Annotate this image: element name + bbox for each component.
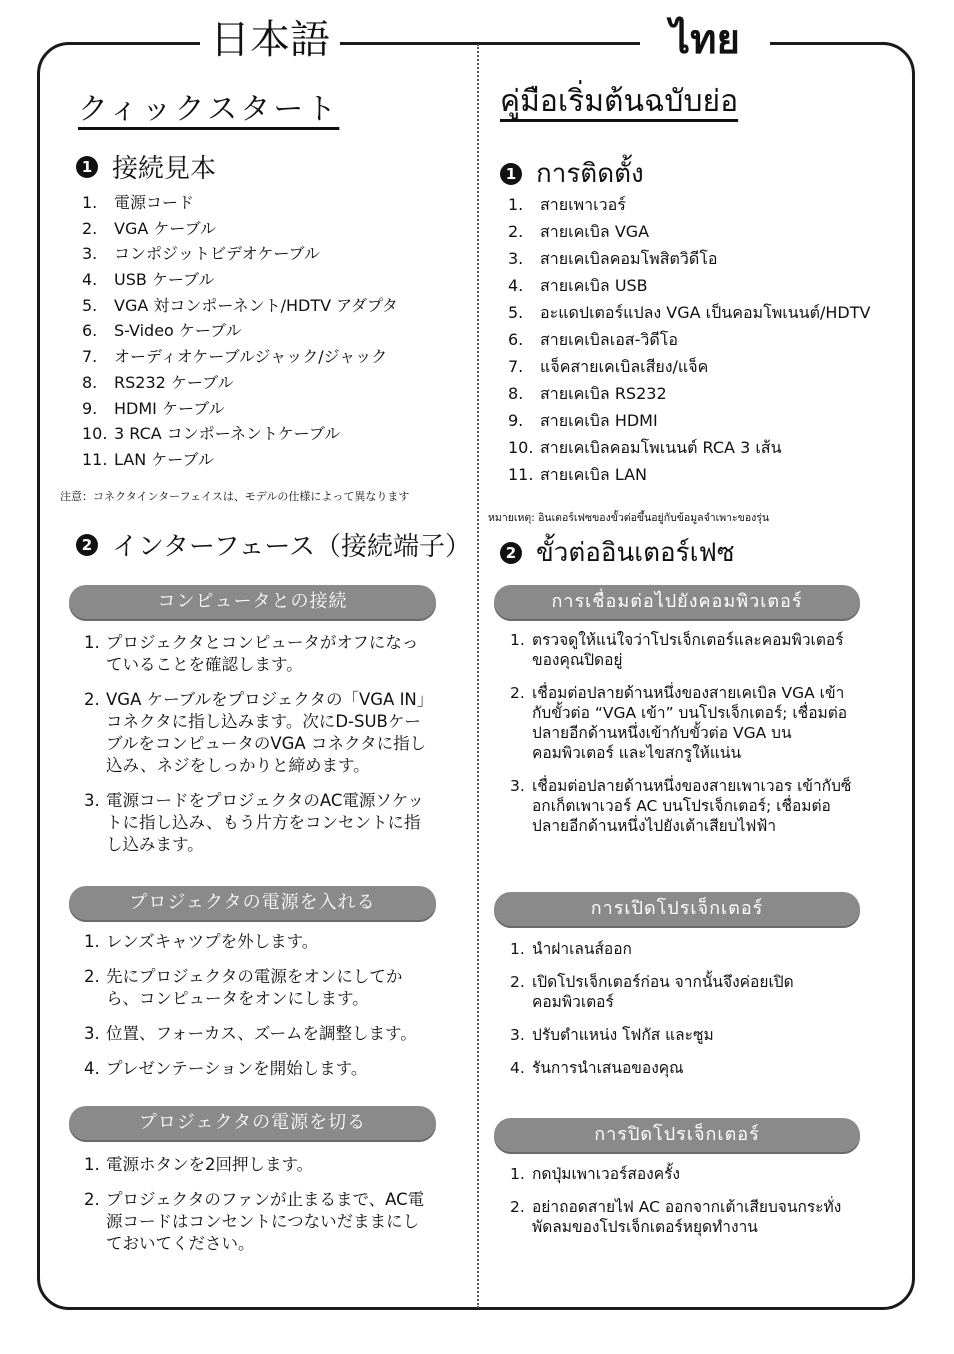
ja-pill-connect: コンピュータとの接続 [69, 585, 436, 619]
step-item-number: 4. [510, 1059, 525, 1077]
list-item-number: 4. [82, 270, 98, 290]
th-section-interface [500, 532, 735, 573]
list-item-text: LAN ケーブル [114, 449, 214, 469]
list-item-number: 7. [508, 357, 524, 376]
list-item-text: VGA 対コンポーネント/HDTV アダプタ [114, 295, 398, 315]
step-item-text: เชื่อมต่อปลายด้านหนึ่งของสายเพาเวอร เข้ากับซ็อกเก็ตเพาเวอร์ AC บนโปรเจ็กเตอร์; เชื่อมต่อปลายอีกด้านหนึ่งไปยังเต้าเสียบไฟฟ้า [532, 777, 852, 835]
list-item-text: สายเคเบิลเอส-วิดีโอ [540, 330, 678, 349]
step-item-text: กดปุ่มเพาเวอร์สองครั้ง [532, 1165, 680, 1183]
step-item [510, 1058, 855, 1078]
list-item-number: 11. [82, 449, 108, 469]
step-item-number: 3. [510, 1026, 525, 1044]
list-item-number: 5. [508, 303, 524, 322]
list-item-number: 6. [82, 321, 98, 341]
step-item [84, 1189, 429, 1255]
step-item-text: VGA ケーブルをプロジェクタの「VGA IN」コネクタに指し込みます。次にD-SUBケーブルをコンピュータのVGA コネクタに指し込み、ネジをしっかりと締めます。 [106, 690, 427, 775]
ja-title: クィックスタート [78, 92, 340, 127]
list-item-text: HDMI ケーブル [114, 398, 225, 418]
step-item-text: 位置、フォーカス、ズームを調整します。 [106, 1024, 417, 1043]
ja-section-1-badge: 1 [76, 156, 98, 178]
list-item-text: 電源コード [114, 193, 195, 212]
list-item-text: S-Video ケーブル [114, 321, 242, 341]
japanese-heading: 日本語 [200, 8, 340, 72]
list-item [82, 318, 472, 344]
list-item [82, 293, 472, 319]
step-item [84, 790, 429, 856]
ja-section-2-title: インターフェース（接続端子） [112, 532, 472, 562]
th-connection-list [508, 191, 908, 488]
step-item-text: อย่าถอดสายไฟ AC ออกจากเต้าเสียบจนกระทั่งพัดลมของโปรเจ็กเตอร์หยุดทำงาน [532, 1198, 842, 1236]
step-item-number: 3. [84, 791, 100, 810]
list-item-text: USB ケーブル [114, 270, 215, 290]
list-item-number: 1. [82, 193, 98, 212]
step-item-number: 2. [510, 1198, 525, 1216]
thai-heading: ไทย [640, 8, 770, 72]
list-item-number: 7. [82, 347, 98, 367]
list-item-number: 4. [508, 276, 524, 295]
ja-section-interface [76, 526, 471, 563]
ja-section-1-title: 接続見本 [112, 154, 217, 184]
ja-section-2-badge: 2 [76, 534, 98, 556]
step-item-text: รันการนำเสนอของคุณ [532, 1059, 684, 1077]
ja-pill-power-off: プロジェクタの電源を切る [69, 1106, 436, 1140]
step-item-text: プレゼンテーションを開始します。 [106, 1059, 368, 1078]
step-item [510, 683, 855, 763]
list-item-text: สายเคเบิล LAN [540, 465, 648, 484]
list-item [82, 216, 472, 242]
th-section-2-badge: 2 [500, 542, 522, 564]
th-section-1-badge: 1 [500, 163, 522, 185]
step-item-text: เชื่อมต่อปลายด้านหนึ่งของสายเคเบิล VGA เข้ากับขั้วต่อ “VGA เข้า” บนโปรเจ็กเตอร์; เชื่อมต่อปลายอีกด้านหนึ่งเข้ากับขั้วต่อ VGA บนคอมพิวเตอร์ และไขสกรูให้แน่น [532, 684, 848, 762]
step-item [510, 1025, 855, 1045]
th-connect-steps [510, 630, 855, 849]
list-item [508, 407, 908, 434]
list-item-number: 2. [508, 222, 524, 241]
list-item-text: RS232 ケーブル [114, 372, 234, 392]
list-item-number: 8. [508, 384, 524, 403]
step-item [510, 972, 855, 1012]
step-item-number: 3. [84, 1024, 100, 1043]
step-item-number: 1. [84, 932, 100, 951]
th-note: หมายเหตุ: อินเตอร์เฟซของขั้วต่อขึ้นอยู่กับข้อมูลจำเพาะของรุ่น [488, 512, 770, 524]
th-section-setup [500, 153, 644, 194]
list-item-number: 5. [82, 295, 98, 315]
list-item [82, 267, 472, 293]
step-item-text: レンズキャツプを外します。 [106, 932, 319, 951]
ja-power-on-steps [84, 931, 429, 1093]
list-item-number: 9. [82, 398, 98, 418]
step-item [84, 1058, 429, 1080]
list-item-number: 9. [508, 411, 524, 430]
list-item-text: สายเคเบิล VGA [540, 222, 650, 241]
th-power-off-steps [510, 1164, 855, 1250]
list-item-number: 10. [82, 424, 108, 444]
list-item [82, 421, 472, 447]
list-item-text: 3 RCA コンポーネントケーブル [114, 424, 341, 444]
list-item [508, 191, 908, 218]
ja-power-off-steps [84, 1154, 429, 1268]
step-item [84, 966, 429, 1010]
step-item-number: 2. [84, 690, 100, 709]
list-item [508, 272, 908, 299]
list-item-text: สายเพาเวอร์ [540, 195, 626, 214]
list-item-number: 3. [508, 249, 524, 268]
th-pill-connect: การเชื่อมต่อไปยังคอมพิวเตอร์ [494, 585, 860, 619]
list-item-number: 2. [82, 218, 98, 238]
list-item-text: สายเคเบิลคอมโพสิตวิดีโอ [540, 249, 718, 268]
ja-note: 注意：コネクタインターフェイスは、モデルの仕様によって異なります [60, 490, 410, 503]
step-item-number: 3. [510, 777, 525, 795]
step-item-number: 1. [84, 633, 100, 652]
th-section-2-title: ขั้วต่ออินเตอร์เฟซ [536, 538, 735, 568]
step-item [510, 1197, 855, 1237]
th-section-1-title: การติดตั้ง [536, 159, 644, 189]
list-item-number: 8. [82, 372, 98, 392]
step-item-number: 1. [510, 631, 525, 649]
step-item-text: ปรับตำแหน่ง โฟกัส และซูม [532, 1026, 714, 1044]
step-item-number: 4. [84, 1059, 100, 1078]
step-item-text: プロジェクタとコンピュータがオフになっていることを確認します。 [106, 633, 419, 674]
list-item [508, 434, 908, 461]
th-pill-power-off: การปิดโปรเจ็กเตอร์ [494, 1118, 860, 1152]
ja-connection-list [82, 190, 472, 473]
step-item [84, 689, 429, 777]
step-item-number: 2. [510, 973, 525, 991]
step-item [510, 939, 855, 959]
step-item [510, 630, 855, 670]
list-item [508, 461, 908, 488]
list-item-text: สายเคเบิล USB [540, 276, 648, 295]
step-item-text: 電源コードをプロジェクタのAC電源ソケットに指し込み、もう片方をコンセントに指し込みます。 [106, 791, 424, 854]
list-item-text: コンポジットビデオケーブル [114, 244, 320, 264]
list-item-number: 6. [508, 330, 524, 349]
list-item [82, 447, 472, 473]
step-item-text: プロジェクタのファンが止まるまで、AC電源コードはコンセントにつないだままにしておいてください。 [106, 1190, 425, 1253]
step-item-text: นำฝาเลนส์ออก [532, 940, 632, 958]
list-item-text: อะแดปเตอร์แปลง VGA เป็นคอมโพเนนต์/HDTV [540, 303, 871, 322]
step-item-number: 2. [84, 967, 100, 986]
list-item [82, 370, 472, 396]
th-title: คู่มือเริ่มต้นฉบับย่อ [500, 84, 739, 119]
list-item [508, 218, 908, 245]
list-item-text: สายเคเบิล RS232 [540, 384, 667, 403]
step-item-number: 1. [510, 1165, 525, 1183]
step-item [84, 1154, 429, 1176]
list-item [508, 353, 908, 380]
list-item-number: 11. [508, 465, 534, 484]
step-item-number: 1. [84, 1155, 100, 1174]
step-item-text: ตรวจดูให้แน่ใจว่าโปรเจ็กเตอร์และคอมพิวเตอร์ของคุณปิดอยู่ [532, 631, 844, 669]
list-item [82, 241, 472, 267]
column-divider [477, 44, 479, 1308]
th-pill-power-on: การเปิดโปรเจ็กเตอร์ [494, 892, 860, 926]
step-item [510, 776, 855, 836]
ja-section-connection [76, 148, 216, 185]
list-item-text: สายเคเบิล HDMI [540, 411, 658, 430]
list-item [82, 396, 472, 422]
list-item [508, 299, 908, 326]
list-item-number: 3. [82, 244, 98, 264]
step-item-number: 1. [510, 940, 525, 958]
ja-pill-power-on: プロジェクタの電源を入れる [69, 886, 436, 920]
list-item-text: VGA ケーブル [114, 218, 216, 238]
step-item-text: เปิดโปรเจ็กเตอร์ก่อน จากนั้นจึงค่อยเปิดคอมพิวเตอร์ [532, 973, 794, 1011]
list-item-text: オーディオケーブルジャック/ジャック [114, 347, 388, 367]
list-item [82, 190, 472, 216]
list-item [508, 326, 908, 353]
step-item-number: 2. [84, 1190, 100, 1209]
step-item-text: 電源ホタンを2回押します。 [106, 1155, 314, 1174]
step-item-number: 2. [510, 684, 525, 702]
list-item [508, 380, 908, 407]
list-item-text: แจ็คสายเคเบิลเสียง/แจ็ค [540, 357, 709, 376]
step-item [510, 1164, 855, 1184]
list-item-number: 10. [508, 438, 534, 457]
step-item [84, 632, 429, 676]
step-item [84, 931, 429, 953]
step-item [84, 1023, 429, 1045]
list-item [508, 245, 908, 272]
list-item-number: 1. [508, 195, 524, 214]
step-item-text: 先にプロジェクタの電源をオンにしてから、コンピュータをオンにします。 [106, 967, 403, 1008]
th-power-on-steps [510, 939, 855, 1091]
list-item-text: สายเคเบิลคอมโพเนนต์ RCA 3 เส้น [540, 438, 782, 457]
list-item [82, 344, 472, 370]
ja-connect-steps [84, 632, 429, 869]
